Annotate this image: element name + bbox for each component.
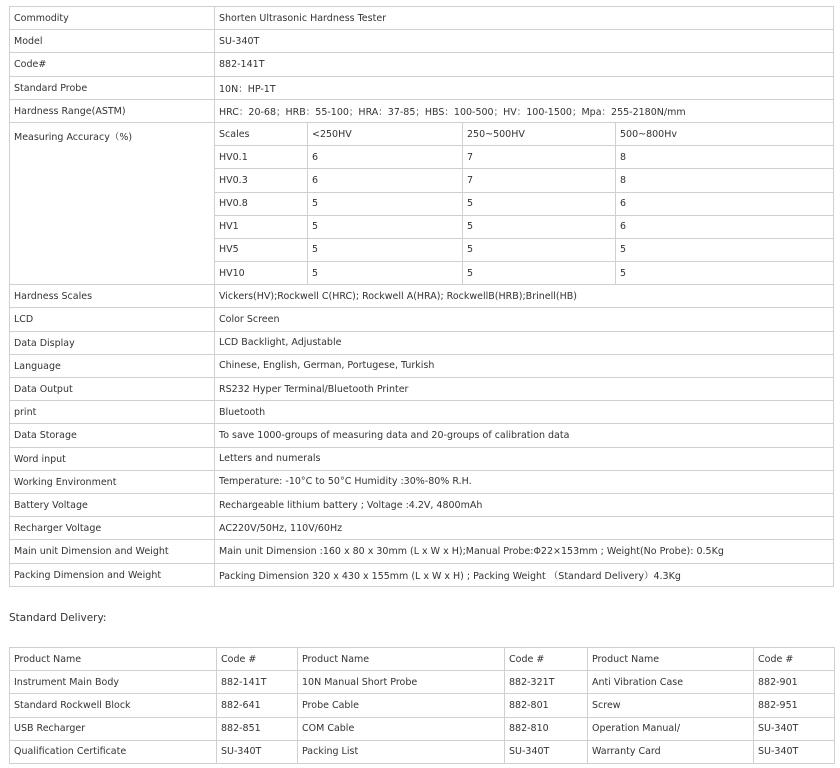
accuracy-header-cell: 250~500HV (463, 122, 616, 145)
accuracy-cell: 8 (616, 146, 834, 169)
delivery-header-cell: Product Name (10, 648, 217, 671)
delivery-header-cell: Code # (505, 648, 588, 671)
spec-table (9, 6, 834, 587)
code-cell: 882-901 (754, 671, 835, 694)
code-cell: SU-340T (217, 740, 298, 763)
code-cell: 882-141T (217, 671, 298, 694)
spec-label: Data Display (10, 331, 215, 354)
spec-row (10, 517, 834, 540)
accuracy-cell: 5 (308, 238, 463, 261)
delivery-table (9, 647, 835, 764)
spec-value: Vickers(HV);Rockwell C(HRC); Rockwell A(HRA); RockwellB(HRB);Brinell(HB) (215, 285, 834, 308)
spec-value: LCD Backlight, Adjustable (215, 331, 834, 354)
spec-row (10, 470, 834, 493)
accuracy-header-cell: <250HV (308, 122, 463, 145)
code-cell: 882-951 (754, 694, 835, 717)
spec-value: AC220V/50Hz, 110V/60Hz (215, 517, 834, 540)
delivery-row (10, 740, 835, 763)
delivery-header-cell: Product Name (298, 648, 505, 671)
accuracy-cell: 5 (616, 262, 834, 285)
spec-value: Main unit Dimension :160 x 80 x 30mm (L x W x H);Manual Probe:Φ22×153mm ; Weight(No Probe): 0.5Kg (215, 540, 834, 563)
spec-row (10, 401, 834, 424)
spec-row (10, 540, 834, 563)
product-name-cell: Operation Manual/ (588, 717, 754, 740)
product-name-cell: Warranty Card (588, 740, 754, 763)
spec-label: Word input (10, 447, 215, 470)
code-cell: SU-340T (754, 740, 835, 763)
accuracy-cell: HV1 (215, 215, 308, 238)
accuracy-cell: 5 (463, 215, 616, 238)
product-name-cell: Instrument Main Body (10, 671, 217, 694)
accuracy-cell: HV0.8 (215, 192, 308, 215)
spec-label: Packing Dimension and Weight (10, 563, 215, 586)
delivery-row (10, 717, 835, 740)
spec-value: SU-340T (215, 30, 834, 53)
accuracy-cell: HV10 (215, 262, 308, 285)
code-cell: 882-321T (505, 671, 588, 694)
spec-row (10, 563, 834, 586)
spec-row (10, 378, 834, 401)
spec-row (10, 308, 834, 331)
accuracy-cell: HV0.1 (215, 146, 308, 169)
spec-row (10, 424, 834, 447)
accuracy-header-cell: 500~800Hv (616, 122, 834, 145)
delivery-row (10, 694, 835, 717)
accuracy-cell: 5 (308, 215, 463, 238)
accuracy-cell: 6 (308, 169, 463, 192)
spec-label: Code# (10, 53, 215, 76)
accuracy-label: Measuring Accuracy（%) (10, 122, 215, 284)
code-cell: SU-340T (754, 717, 835, 740)
spec-value: Letters and numerals (215, 447, 834, 470)
accuracy-cell: HV5 (215, 238, 308, 261)
delivery-header-cell: Code # (754, 648, 835, 671)
spec-label: Language (10, 354, 215, 377)
spec-value: Packing Dimension 320 x 430 x 155mm (L x W x H) ; Packing Weight （Standard Delivery）4.3Kg (215, 563, 834, 586)
spec-value: To save 1000-groups of measuring data and 20-groups of calibration data (215, 424, 834, 447)
spec-label: Model (10, 30, 215, 53)
spec-label: print (10, 401, 215, 424)
accuracy-cell: 7 (463, 169, 616, 192)
product-name-cell: Screw (588, 694, 754, 717)
spec-label: Standard Probe (10, 76, 215, 99)
code-cell: 882-851 (217, 717, 298, 740)
product-name-cell: Packing List (298, 740, 505, 763)
accuracy-cell: 5 (616, 238, 834, 261)
spec-row (10, 76, 834, 99)
spec-value: Color Screen (215, 308, 834, 331)
product-name-cell: Qualification Certificate (10, 740, 217, 763)
accuracy-cell: 8 (616, 169, 834, 192)
spec-value: HRC：20-68；HRB：55-100；HRA：37-85；HBS：100-500；HV：100-1500；Mpa：255-2180N/mm (215, 99, 834, 122)
delivery-header-cell: Code # (217, 648, 298, 671)
accuracy-cell: 6 (308, 146, 463, 169)
code-cell: 882-801 (505, 694, 588, 717)
spec-row (10, 331, 834, 354)
spec-value: Bluetooth (215, 401, 834, 424)
spec-label: Battery Voltage (10, 493, 215, 516)
spec-row (10, 354, 834, 377)
spec-label: Main unit Dimension and Weight (10, 540, 215, 563)
accuracy-cell: 6 (616, 215, 834, 238)
spec-value: 882-141T (215, 53, 834, 76)
spec-row (10, 447, 834, 470)
delivery-header-cell: Product Name (588, 648, 754, 671)
spec-label: Commodity (10, 7, 215, 30)
accuracy-header-row (10, 122, 834, 145)
standard-delivery-title: Standard Delivery: (9, 612, 107, 624)
product-name-cell: 10N Manual Short Probe (298, 671, 505, 694)
delivery-row (10, 671, 835, 694)
spec-label: Recharger Voltage (10, 517, 215, 540)
accuracy-header-cell: Scales (215, 122, 308, 145)
spec-row (10, 30, 834, 53)
spec-label: Data Storage (10, 424, 215, 447)
spec-label: Data Output (10, 378, 215, 401)
accuracy-cell: 6 (616, 192, 834, 215)
accuracy-cell: 5 (308, 192, 463, 215)
spec-label: Working Environment (10, 470, 215, 493)
spec-value: RS232 Hyper Terminal/Bluetooth Printer (215, 378, 834, 401)
spec-label: Hardness Range(ASTM) (10, 99, 215, 122)
spec-row (10, 493, 834, 516)
product-name-cell: USB Recharger (10, 717, 217, 740)
code-cell: 882-641 (217, 694, 298, 717)
spec-label: LCD (10, 308, 215, 331)
accuracy-cell: 5 (463, 238, 616, 261)
spec-value: Rechargeable lithium battery ; Voltage :4.2V, 4800mAh (215, 493, 834, 516)
product-name-cell: Probe Cable (298, 694, 505, 717)
spec-label: Hardness Scales (10, 285, 215, 308)
spec-row (10, 7, 834, 30)
code-cell: SU-340T (505, 740, 588, 763)
spec-value: Temperature: -10°C to 50°C Humidity :30%-80% R.H. (215, 470, 834, 493)
spec-row (10, 285, 834, 308)
spec-value: Shorten Ultrasonic Hardness Tester (215, 7, 834, 30)
accuracy-cell: 5 (308, 262, 463, 285)
delivery-header-row (10, 648, 835, 671)
product-name-cell: Anti Vibration Case (588, 671, 754, 694)
accuracy-cell: 5 (463, 262, 616, 285)
accuracy-cell: 5 (463, 192, 616, 215)
code-cell: 882-810 (505, 717, 588, 740)
product-name-cell: COM Cable (298, 717, 505, 740)
spec-row (10, 99, 834, 122)
spec-row (10, 53, 834, 76)
product-name-cell: Standard Rockwell Block (10, 694, 217, 717)
accuracy-cell: 7 (463, 146, 616, 169)
accuracy-cell: HV0.3 (215, 169, 308, 192)
spec-value: 10N：HP-1T (215, 76, 834, 99)
spec-value: Chinese, English, German, Portugese, Turkish (215, 354, 834, 377)
